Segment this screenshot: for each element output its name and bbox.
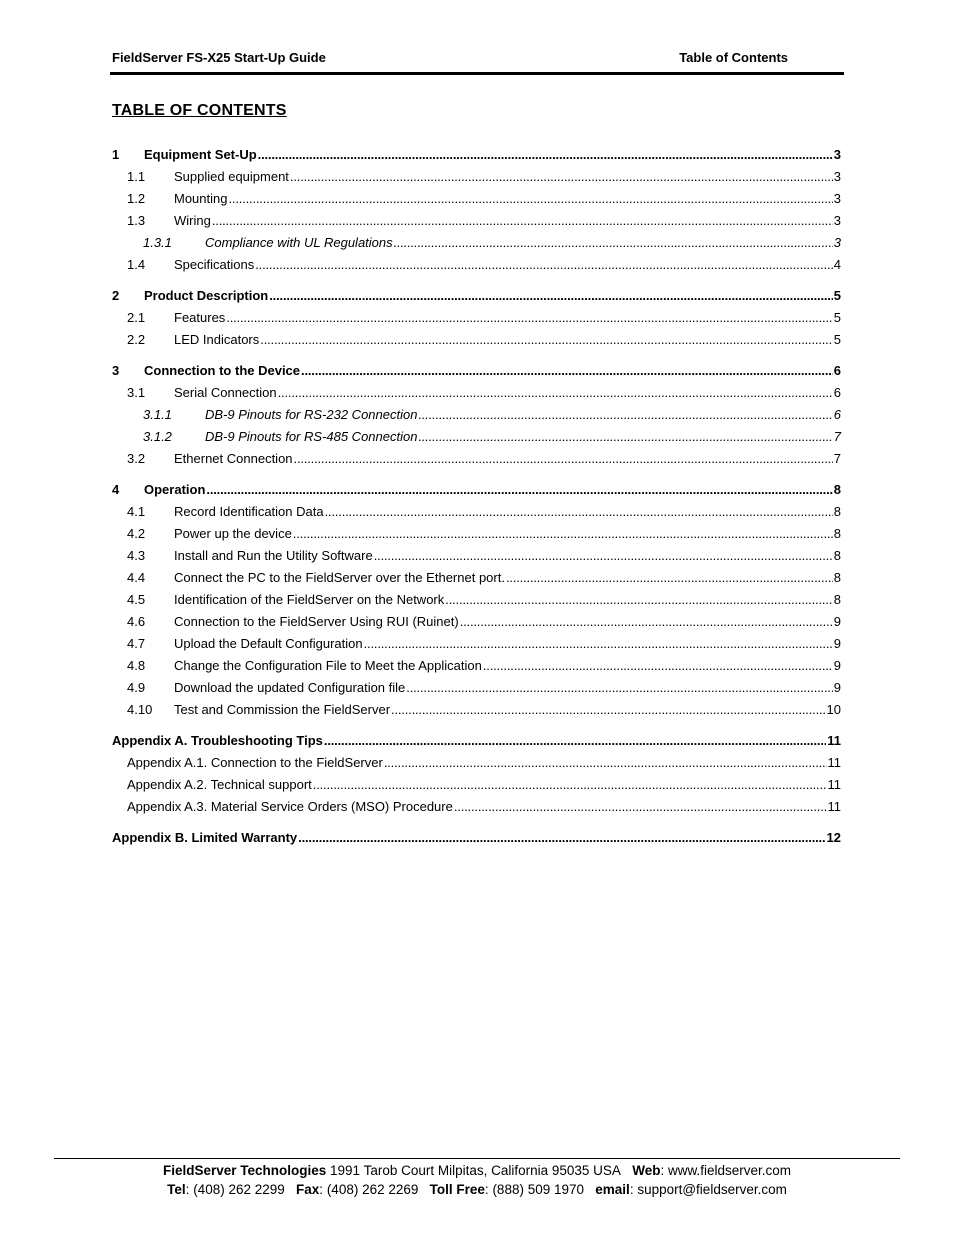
- toc-entry[interactable]: [112, 546, 841, 566]
- toc-entry-number: 4.2: [127, 526, 146, 541]
- toc-entry-page: 8: [833, 482, 841, 497]
- toc-entry[interactable]: [112, 797, 841, 817]
- header-doc-title: FieldServer FS-X25 Start-Up Guide: [112, 50, 326, 65]
- toc-entry-title: Test and Commission the FieldServer: [174, 702, 391, 717]
- toc-entry-title: Upload the Default Configuration: [174, 636, 363, 651]
- toc-entry-title: Appendix A. Troubleshooting Tips: [112, 733, 323, 748]
- toc-entry[interactable]: [112, 189, 841, 209]
- footer-tollfree-label: Toll Free: [429, 1182, 485, 1197]
- toc-leader-dots: [313, 775, 827, 795]
- toc-entry-title: DB-9 Pinouts for RS-485 Connection: [205, 429, 418, 444]
- toc-entry-title: Compliance with UL Regulations: [205, 235, 393, 250]
- footer-web-link[interactable]: www.fieldserver.com: [668, 1163, 792, 1178]
- toc-entry[interactable]: [112, 145, 841, 165]
- toc-entry-page: 8: [833, 504, 841, 519]
- toc-entry-page: 8: [833, 548, 841, 563]
- toc-entry-page: 6: [833, 385, 841, 400]
- toc-entry-number: 3.1.1: [143, 407, 172, 422]
- toc-entry-number: 1.1: [127, 169, 146, 184]
- footer-line-1: FieldServer Technologies 1991 Tarob Court Milpitas, California 95035 USA Web: www.fieldserver.com: [162, 1163, 792, 1178]
- toc-entry-title: LED Indicators: [174, 332, 260, 347]
- toc-entry-title: Mounting: [174, 191, 228, 206]
- toc-entry-number: 4.10: [127, 702, 153, 717]
- footer-web-label: Web: [632, 1163, 661, 1178]
- toc-leader-dots: [454, 797, 827, 817]
- toc-entry-number: 3.2: [127, 451, 146, 466]
- toc-entry[interactable]: [112, 255, 841, 275]
- toc-entry-page: 9: [833, 636, 841, 651]
- toc-entry-title: Connect the PC to the FieldServer over the Ethernet port.: [174, 570, 505, 585]
- toc-entry-page: 7: [833, 429, 841, 444]
- toc-entry-title: Features: [174, 310, 226, 325]
- toc-entry-number: 1.3: [127, 213, 146, 228]
- toc-leader-dots: [294, 449, 833, 469]
- toc-leader-dots: [391, 700, 826, 720]
- header-rule: [110, 72, 844, 75]
- toc-entry[interactable]: [112, 308, 841, 328]
- toc-entry[interactable]: [112, 731, 841, 751]
- toc-entry-title: Product Description: [144, 288, 269, 303]
- toc-leader-dots: [406, 678, 832, 698]
- toc-entry-title: Supplied equipment: [174, 169, 289, 184]
- toc-entry-page: 8: [833, 526, 841, 541]
- toc-entry-number: 2.2: [127, 332, 146, 347]
- toc-entry-number: 1: [112, 147, 120, 162]
- toc-entry-number: 4.9: [127, 680, 146, 695]
- toc-entry-page: 11: [827, 799, 841, 814]
- toc-leader-dots: [418, 427, 832, 447]
- toc-entry-page: 5: [833, 288, 841, 303]
- toc-entry-title: Identification of the FieldServer on the Network: [174, 592, 445, 607]
- toc-entry[interactable]: [112, 502, 841, 522]
- toc-leader-dots: [290, 167, 833, 187]
- toc-entry-page: 3: [833, 147, 841, 162]
- header-section: Table of Contents: [679, 50, 788, 65]
- toc-entry-number: 4.8: [127, 658, 146, 673]
- toc-heading: TABLE OF CONTENTS: [112, 102, 287, 119]
- toc-entry-title: Power up the device: [174, 526, 292, 541]
- toc-entry[interactable]: [112, 568, 841, 588]
- toc-leader-dots: [258, 145, 833, 165]
- toc-entry-title: Ethernet Connection: [174, 451, 293, 466]
- toc-leader-dots: [325, 502, 833, 522]
- toc-entry-number: 1.4: [127, 257, 146, 272]
- toc-entry-page: 8: [833, 570, 841, 585]
- toc-leader-dots: [228, 189, 832, 209]
- toc-entry[interactable]: [112, 361, 841, 381]
- toc-entry-page: 6: [833, 407, 841, 422]
- toc-entry-title: Serial Connection: [174, 385, 277, 400]
- footer-tollfree: (888) 509 1970: [492, 1182, 585, 1197]
- toc-entry-number: 4.6: [127, 614, 146, 629]
- toc-entry-title: Appendix B. Limited Warranty: [112, 830, 298, 845]
- footer-fax-label: Fax: [296, 1182, 320, 1197]
- toc-entry[interactable]: [112, 330, 841, 350]
- toc-entry[interactable]: [112, 233, 841, 253]
- toc-leader-dots: [278, 383, 833, 403]
- toc-entry[interactable]: [112, 167, 841, 187]
- toc-entry-page: 3: [833, 235, 841, 250]
- toc-entry-title: Install and Run the Utility Software: [174, 548, 373, 563]
- toc-entry-number: 1.3.1: [143, 235, 172, 250]
- toc-leader-dots: [394, 233, 833, 253]
- toc-entry[interactable]: [112, 753, 841, 773]
- toc-entry-title: Appendix A.1. Connection to the FieldServer: [127, 755, 383, 770]
- toc-entry-number: 4: [112, 482, 120, 497]
- toc-entry-number: 1.2: [127, 191, 146, 206]
- toc-leader-dots: [374, 546, 833, 566]
- toc-leader-dots: [364, 634, 833, 654]
- toc-entry-page: 11: [827, 733, 841, 748]
- toc-entry-number: 4.3: [127, 548, 146, 563]
- toc-leader-dots: [293, 524, 833, 544]
- toc-entry-number: 4.5: [127, 592, 146, 607]
- toc-leader-dots: [445, 590, 833, 610]
- toc-entry-number: 3.1: [127, 385, 146, 400]
- toc-entry-title: Connection to the Device: [144, 363, 301, 378]
- toc-entry[interactable]: [112, 656, 841, 676]
- toc-entry[interactable]: [112, 678, 841, 698]
- toc-entry[interactable]: [112, 775, 841, 795]
- toc-leader-dots: [460, 612, 833, 632]
- toc-entry-page: 3: [833, 213, 841, 228]
- toc-entry-page: 10: [826, 702, 841, 717]
- toc-entry-title: Record Identification Data: [174, 504, 324, 519]
- footer-tel: (408) 262 2299: [193, 1182, 285, 1197]
- toc-leader-dots: [269, 286, 833, 306]
- footer-email-label: email: [595, 1182, 630, 1197]
- toc-entry-page: 4: [833, 257, 841, 272]
- toc-entry-page: 9: [833, 614, 841, 629]
- footer-line-2: Tel: (408) 262 2299 Fax: (408) 262 2269 Toll Free: (888) 509 1970 email: support@fieldserver.com: [167, 1182, 787, 1197]
- toc-entry-title: Specifications: [174, 257, 255, 272]
- toc-leader-dots: [483, 656, 833, 676]
- toc-entry-title: Equipment Set-Up: [144, 147, 257, 162]
- toc-entry[interactable]: [112, 828, 841, 848]
- toc-entry[interactable]: [112, 590, 841, 610]
- toc-entry-page: 11: [827, 777, 841, 792]
- footer-tel-label: Tel: [167, 1182, 186, 1197]
- toc-entry-page: 11: [827, 755, 841, 770]
- toc-entry-title: DB-9 Pinouts for RS-232 Connection: [205, 407, 418, 422]
- toc-entry[interactable]: [112, 211, 841, 231]
- toc-entry-page: 3: [833, 191, 841, 206]
- toc-leader-dots: [226, 308, 832, 328]
- toc-entry-title: Connection to the FieldServer Using RUI (Ruinet): [174, 614, 459, 629]
- footer-email-link[interactable]: support@fieldserver.com: [637, 1182, 787, 1197]
- toc-entry-title: Download the updated Configuration file: [174, 680, 406, 695]
- toc-entry-title: Appendix A.3. Material Service Orders (MSO) Procedure: [127, 799, 453, 814]
- toc-leader-dots: [384, 753, 827, 773]
- toc-entry-page: 3: [833, 169, 841, 184]
- toc-entry-page: 7: [833, 451, 841, 466]
- footer-company: FieldServer Technologies: [162, 1163, 327, 1178]
- footer-rule: [54, 1158, 900, 1159]
- toc-leader-dots: [255, 255, 833, 275]
- toc-entry-title: Operation: [144, 482, 206, 497]
- toc-entry[interactable]: [112, 700, 841, 720]
- toc-entry-page: 8: [833, 592, 841, 607]
- toc-entry[interactable]: [112, 449, 841, 469]
- toc-entry[interactable]: [112, 383, 841, 403]
- toc-leader-dots: [212, 211, 833, 231]
- toc-leader-dots: [418, 405, 832, 425]
- toc-entry[interactable]: [112, 634, 841, 654]
- toc-entry-page: 9: [833, 658, 841, 673]
- toc-leader-dots: [506, 568, 833, 588]
- toc-entry-number: 3.1.2: [143, 429, 172, 444]
- toc-entry-page: 6: [833, 363, 841, 378]
- toc-leader-dots: [301, 361, 833, 381]
- toc-entry[interactable]: [112, 480, 841, 500]
- footer-fax: (408) 262 2269: [326, 1182, 419, 1197]
- toc-entry-title: Change the Configuration File to Meet the Application: [174, 658, 482, 673]
- toc-entry[interactable]: [112, 286, 841, 306]
- toc-entry-number: 2.1: [127, 310, 146, 325]
- toc-entry-number: 4.4: [127, 570, 146, 585]
- toc-entry-page: 9: [833, 680, 841, 695]
- toc-entry-page: 5: [833, 310, 841, 325]
- footer-address: 1991 Tarob Court Milpitas, California 95035 USA: [330, 1163, 621, 1178]
- toc-leader-dots: [298, 828, 825, 848]
- toc-entry-number: 2: [112, 288, 120, 303]
- toc-entry-title: Wiring: [174, 213, 211, 228]
- toc-entry-number: 3: [112, 363, 120, 378]
- toc-entry[interactable]: [112, 612, 841, 632]
- toc-leader-dots: [206, 480, 832, 500]
- toc-entry-page: 12: [826, 830, 841, 845]
- toc-entry-page: 5: [833, 332, 841, 347]
- toc-entry[interactable]: [112, 405, 841, 425]
- toc-entry-number: 4.7: [127, 636, 146, 651]
- toc-entry-number: 4.1: [127, 504, 146, 519]
- toc-entry[interactable]: [112, 524, 841, 544]
- toc-leader-dots: [324, 731, 826, 751]
- toc-entry-title: Appendix A.2. Technical support: [127, 777, 312, 792]
- toc-entry[interactable]: [112, 427, 841, 447]
- toc-leader-dots: [260, 330, 833, 350]
